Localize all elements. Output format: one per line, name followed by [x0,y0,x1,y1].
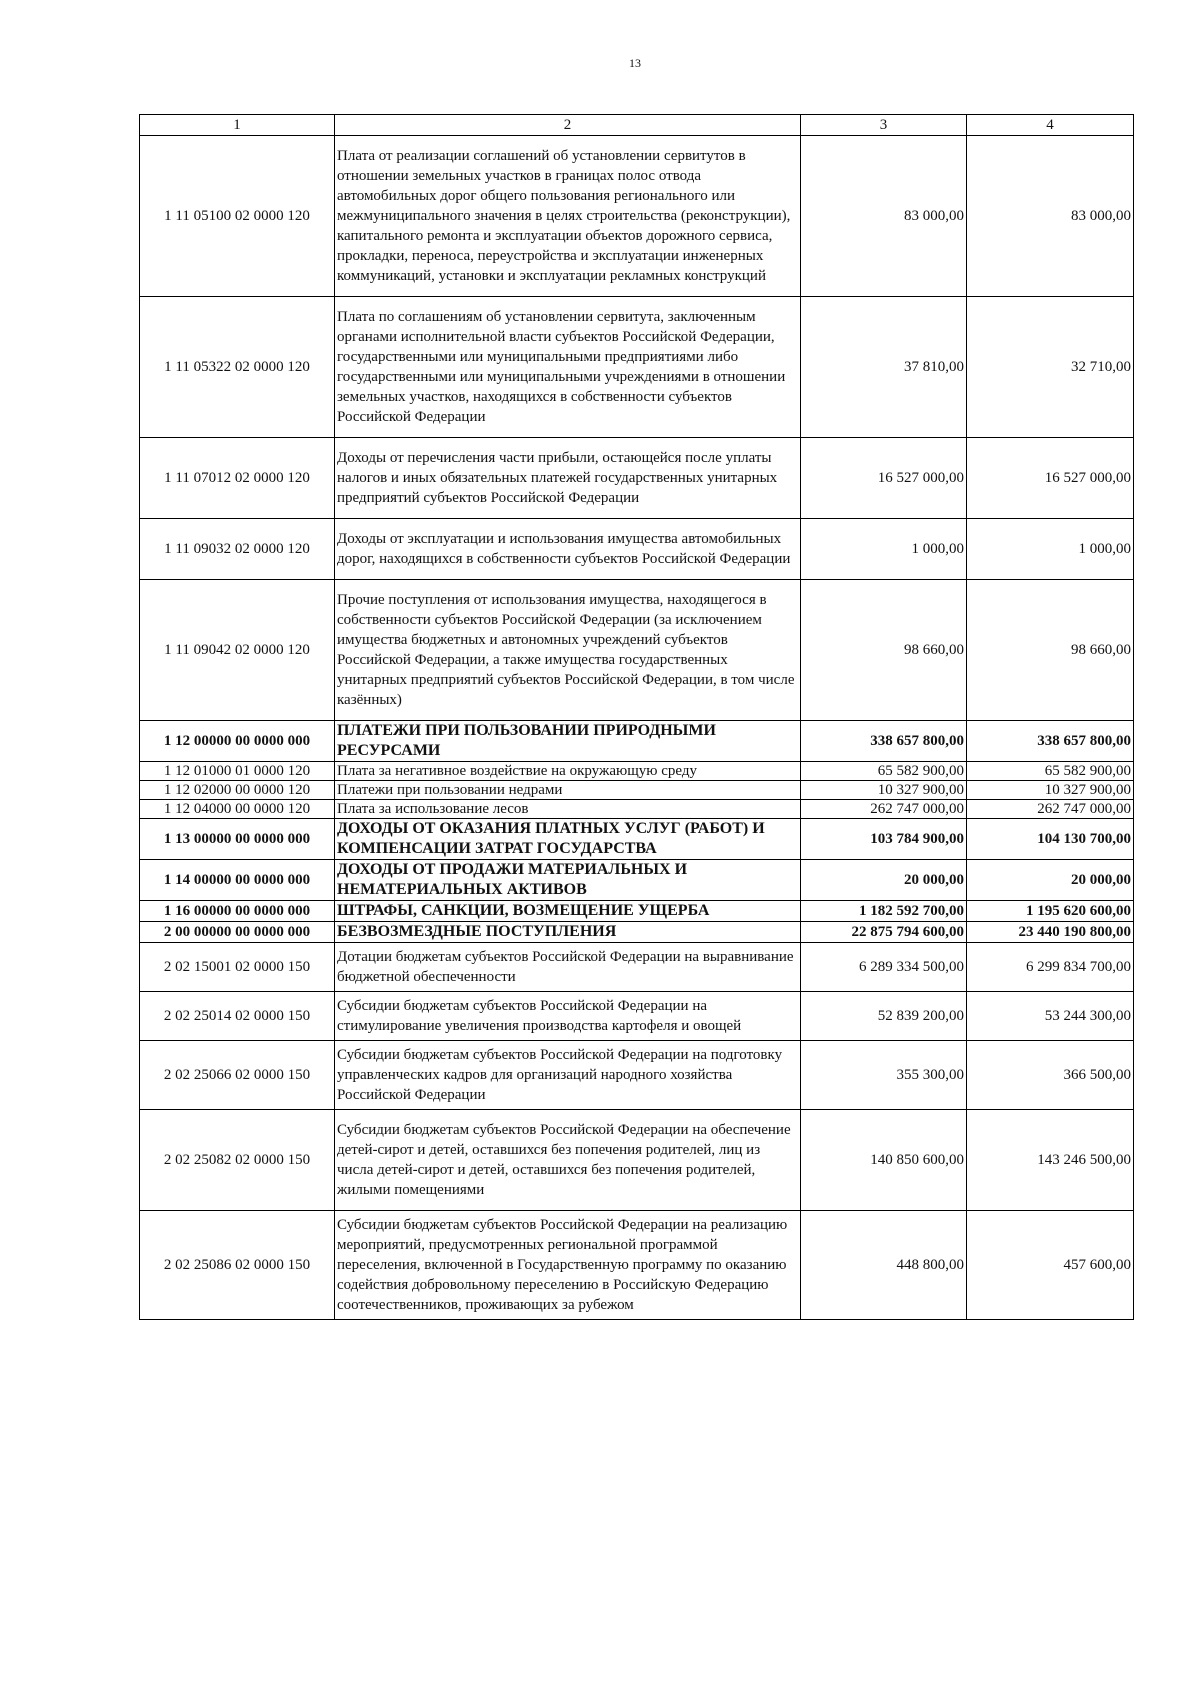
table-row [140,860,1134,901]
row-value-col4: 23 440 190 800,00 [967,922,1134,943]
row-code: 1 16 00000 00 0000 000 [140,901,335,922]
row-value-col3: 448 800,00 [801,1211,967,1320]
row-value-col3: 52 839 200,00 [801,992,967,1041]
row-description: Плата за использование лесов [335,800,801,819]
row-description: Плата от реализации соглашений об установлении сервитутов в отношении земельных участков в границах полос отвода автомобильных дорог общего пользования регионального или межмуниципального значения в целях строительства (реконструкции), капитального ремонта и эксплуатации объектов дорожного сервиса, прокладки, переноса, переустройства и эксплуатации инженерных коммуникаций, установки и эксплуатации рекламных конструкций [335,136,801,297]
row-value-col3: 6 289 334 500,00 [801,943,967,992]
row-code: 2 02 25086 02 0000 150 [140,1211,335,1320]
header-col-2: 2 [335,115,801,136]
header-col-4: 4 [967,115,1134,136]
row-code: 1 14 00000 00 0000 000 [140,860,335,901]
row-value-col3: 65 582 900,00 [801,762,967,781]
table-row [140,781,1134,800]
row-value-col3: 98 660,00 [801,580,967,721]
row-code: 2 02 15001 02 0000 150 [140,943,335,992]
table-row [140,297,1134,438]
row-description: Прочие поступления от использования имущества, находящегося в собственности субъектов Российской Федерации (за исключением имущества бюджетных и автономных учреждений субъектов Российской Федерации, а также имущества государственных унитарных предприятий субъектов Российской Федерации, в том числе казённых) [335,580,801,721]
table-row [140,438,1134,519]
row-value-col3: 103 784 900,00 [801,819,967,860]
row-code: 1 12 02000 00 0000 120 [140,781,335,800]
row-code: 1 12 00000 00 0000 000 [140,721,335,762]
table-row [140,943,1134,992]
row-value-col4: 98 660,00 [967,580,1134,721]
row-value-col3: 1 182 592 700,00 [801,901,967,922]
row-value-col4: 16 527 000,00 [967,438,1134,519]
row-value-col4: 53 244 300,00 [967,992,1134,1041]
table-row [140,580,1134,721]
row-value-col3: 83 000,00 [801,136,967,297]
header-col-1: 1 [140,115,335,136]
row-description: ДОХОДЫ ОТ ОКАЗАНИЯ ПЛАТНЫХ УСЛУГ (РАБОТ) И КОМПЕНСАЦИИ ЗАТРАТ ГОСУДАРСТВА [335,819,801,860]
row-description: ДОХОДЫ ОТ ПРОДАЖИ МАТЕРИАЛЬНЫХ И НЕМАТЕРИАЛЬНЫХ АКТИВОВ [335,860,801,901]
row-value-col4: 83 000,00 [967,136,1134,297]
table-row [140,1110,1134,1211]
row-description: ШТРАФЫ, САНКЦИИ, ВОЗМЕЩЕНИЕ УЩЕРБА [335,901,801,922]
row-value-col3: 20 000,00 [801,860,967,901]
table-row [140,922,1134,943]
table-row [140,1041,1134,1110]
row-code: 1 12 01000 01 0000 120 [140,762,335,781]
row-value-col4: 10 327 900,00 [967,781,1134,800]
header-row [140,115,1134,136]
row-value-col4: 457 600,00 [967,1211,1134,1320]
revenue-table [139,114,1134,1320]
row-code: 1 11 09042 02 0000 120 [140,580,335,721]
row-code: 1 13 00000 00 0000 000 [140,819,335,860]
row-value-col3: 1 000,00 [801,519,967,580]
row-value-col4: 104 130 700,00 [967,819,1134,860]
table-row [140,762,1134,781]
row-value-col3: 37 810,00 [801,297,967,438]
row-value-col3: 16 527 000,00 [801,438,967,519]
row-value-col3: 338 657 800,00 [801,721,967,762]
row-description: Доходы от эксплуатации и использования имущества автомобильных дорог, находящихся в собственности субъектов Российской Федерации [335,519,801,580]
table-row [140,136,1134,297]
row-value-col4: 65 582 900,00 [967,762,1134,781]
row-value-col4: 1 195 620 600,00 [967,901,1134,922]
row-description: Доходы от перечисления части прибыли, остающейся после уплаты налогов и иных обязательных платежей государственных унитарных предприятий субъектов Российской Федерации [335,438,801,519]
row-code: 2 02 25014 02 0000 150 [140,992,335,1041]
row-value-col4: 32 710,00 [967,297,1134,438]
row-code: 2 00 00000 00 0000 000 [140,922,335,943]
row-value-col3: 355 300,00 [801,1041,967,1110]
row-code: 2 02 25066 02 0000 150 [140,1041,335,1110]
row-value-col4: 143 246 500,00 [967,1110,1134,1211]
page-number: 13 [629,56,641,70]
table-row [140,992,1134,1041]
row-description: Дотации бюджетам субъектов Российской Федерации на выравнивание бюджетной обеспеченности [335,943,801,992]
table-row [140,519,1134,580]
row-description: Плата по соглашениям об установлении сервитута, заключенным органами исполнительной власти субъектов Российской Федерации, государственными или муниципальными предприятиями либо государственными или муниципальными учреждениями в отношении земельных участков, находящихся в собственности субъектов Российской Федерации [335,297,801,438]
row-code: 1 12 04000 00 0000 120 [140,800,335,819]
table-row [140,819,1134,860]
row-value-col3: 22 875 794 600,00 [801,922,967,943]
row-description: Субсидии бюджетам субъектов Российской Федерации на стимулирование увеличения производства картофеля и овощей [335,992,801,1041]
row-value-col3: 140 850 600,00 [801,1110,967,1211]
row-code: 1 11 05322 02 0000 120 [140,297,335,438]
header-col-3: 3 [801,115,967,136]
row-value-col4: 6 299 834 700,00 [967,943,1134,992]
table-row [140,901,1134,922]
row-value-col4: 262 747 000,00 [967,800,1134,819]
row-value-col3: 10 327 900,00 [801,781,967,800]
row-description: Субсидии бюджетам субъектов Российской Федерации на обеспечение детей-сирот и детей, оставшихся без попечения родителей, лиц из числа детей-сирот и детей, оставшихся без попечения родителей, жилыми помещениями [335,1110,801,1211]
row-value-col4: 20 000,00 [967,860,1134,901]
row-value-col3: 262 747 000,00 [801,800,967,819]
row-code: 1 11 07012 02 0000 120 [140,438,335,519]
table-row [140,1211,1134,1320]
row-code: 1 11 05100 02 0000 120 [140,136,335,297]
row-description: БЕЗВОЗМЕЗДНЫЕ ПОСТУПЛЕНИЯ [335,922,801,943]
row-value-col4: 366 500,00 [967,1041,1134,1110]
row-description: Субсидии бюджетам субъектов Российской Федерации на подготовку управленческих кадров для организаций народного хозяйства Российской Федерации [335,1041,801,1110]
table-row [140,721,1134,762]
row-description: Субсидии бюджетам субъектов Российской Федерации на реализацию мероприятий, предусмотренных региональной программой переселения, включенной в Государственную программу по оказанию содействия добровольному переселению в Российскую Федерацию соотечественников, проживающих за рубежом [335,1211,801,1320]
row-value-col4: 1 000,00 [967,519,1134,580]
row-description: Плата за негативное воздействие на окружающую среду [335,762,801,781]
row-description: ПЛАТЕЖИ ПРИ ПОЛЬЗОВАНИИ ПРИРОДНЫМИ РЕСУРСАМИ [335,721,801,762]
row-code: 2 02 25082 02 0000 150 [140,1110,335,1211]
row-code: 1 11 09032 02 0000 120 [140,519,335,580]
table-row [140,800,1134,819]
row-value-col4: 338 657 800,00 [967,721,1134,762]
row-description: Платежи при пользовании недрами [335,781,801,800]
